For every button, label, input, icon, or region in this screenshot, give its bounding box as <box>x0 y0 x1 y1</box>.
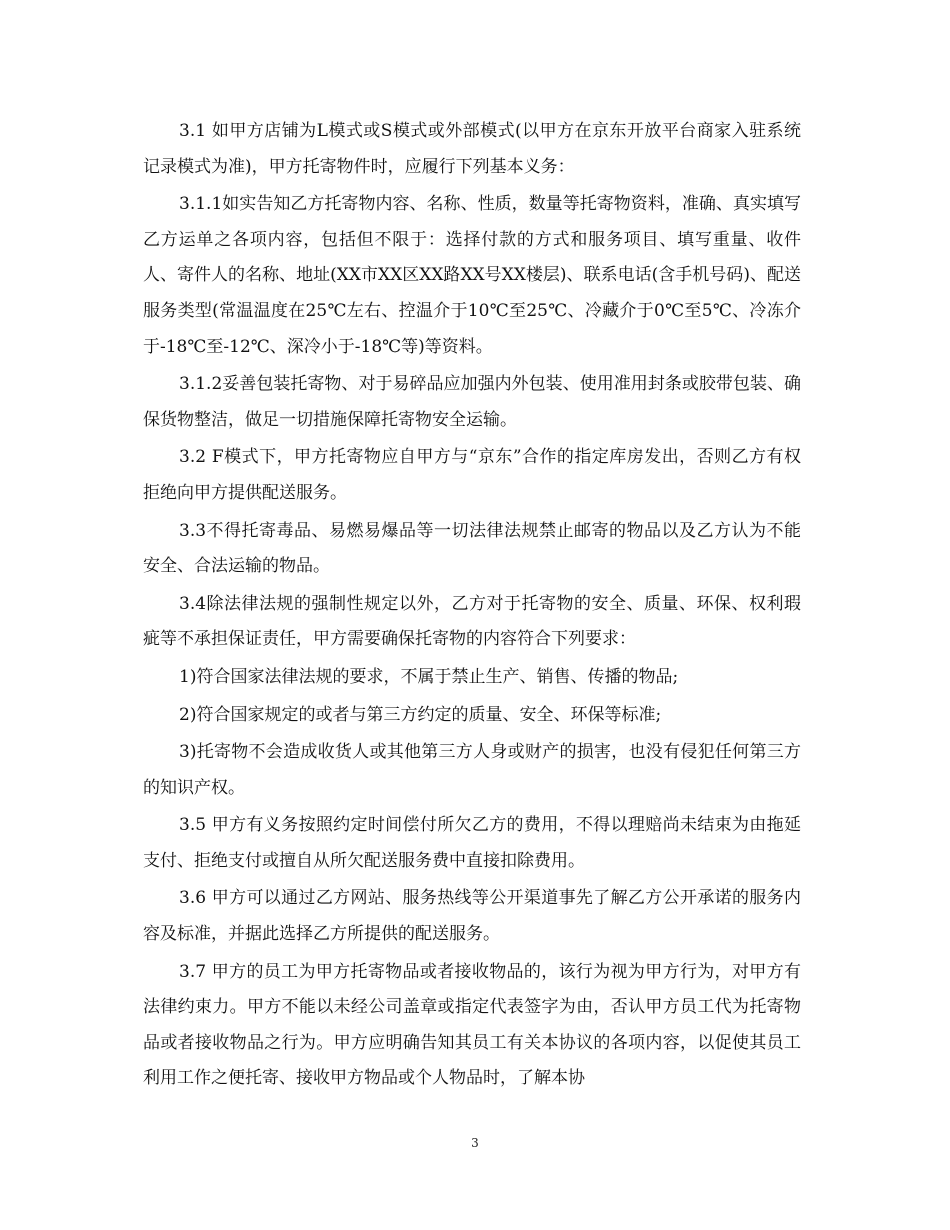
list-item-2: 2)符合国家规定的或者与第三方约定的质量、安全、环保等标准; <box>179 704 662 725</box>
paragraph-3-5: 3.5 甲方有义务按照约定时间偿付所欠乙方的费用，不得以理赔尚未结束为由拖延支付、拒绝支付或擅自从所欠配送服务费中直接扣除费用。 <box>143 815 801 871</box>
paragraph-3-3: 3.3不得托寄毒品、易燃易爆品等一切法律法规禁止邮寄的物品以及乙方认为不能安全、合法运输的物品。 <box>143 520 801 577</box>
paragraph-3-4: 3.4除法律法规的强制性规定以外，乙方对于托寄物的安全、质量、环保、权利瑕疵等不承担保证责任，甲方需要确保托寄物的内容符合下列要求： <box>143 593 801 650</box>
list-item-1: 1)符合国家法律法规的要求，不属于禁止生产、销售、传播的物品; <box>179 666 679 687</box>
paragraph-3-7: 3.7 甲方的员工为甲方托寄物品或者接收物品的，该行为视为甲方行为，对甲方有法律约束力。甲方不能以未经公司盖章或指定代表签字为由，否认甲方员工代为托寄物品或者接收物品之行为。甲方应明确告知其员工有关本协议的各项内容，以促使其员工利用工作之便托寄、接收甲方物品或个人物品时，了解本协 <box>143 961 801 1089</box>
paragraph-3-1-2: 3.1.2妥善包装托寄物、对于易碎品应加强内外包装、使用准用封条或胶带包装、确保货物整洁，做足一切措施保障托寄物安全运输。 <box>143 374 801 430</box>
paragraph-3-6: 3.6 甲方可以通过乙方网站、服务热线等公开渠道事先了解乙方公开承诺的服务内容及标准，并据此选择乙方所提供的配送服务。 <box>143 888 801 945</box>
list-item-3: 3)托寄物不会造成收货人或其他第三方人身或财产的损害，也没有侵犯任何第三方的知识产权。 <box>143 742 801 798</box>
page-body <box>143 114 801 1099</box>
paragraph-3-1: 3.1 如甲方店铺为L模式或S模式或外部模式(以甲方在京东开放平台商家入驻系统记录模式为准)，甲方托寄物件时，应履行下列基本义务： <box>143 121 801 177</box>
paragraph-3-2: 3.2 F模式下，甲方托寄物应自甲方与“京东”合作的指定库房发出，否则乙方有权拒绝向甲方提供配送服务。 <box>143 447 801 503</box>
page-number: 3 <box>471 1136 479 1150</box>
paragraph-3-1-1: 3.1.1如实告知乙方托寄物内容、名称、性质，数量等托寄物资料，准确、真实填写乙方运单之各项内容，包括但不限于：选择付款的方式和服务项目、填写重量、收件人、寄件人的名称、地址(XX市XX区XX路XX号XX楼层)、联系电话(含手机号码)、配送服务类型(常温温度在25℃左右、控温介于10℃至25℃、冷藏介于0℃至5℃、冷冻介于-18℃至-12℃、深冷小于-18℃等)等资料。 <box>143 194 801 357</box>
